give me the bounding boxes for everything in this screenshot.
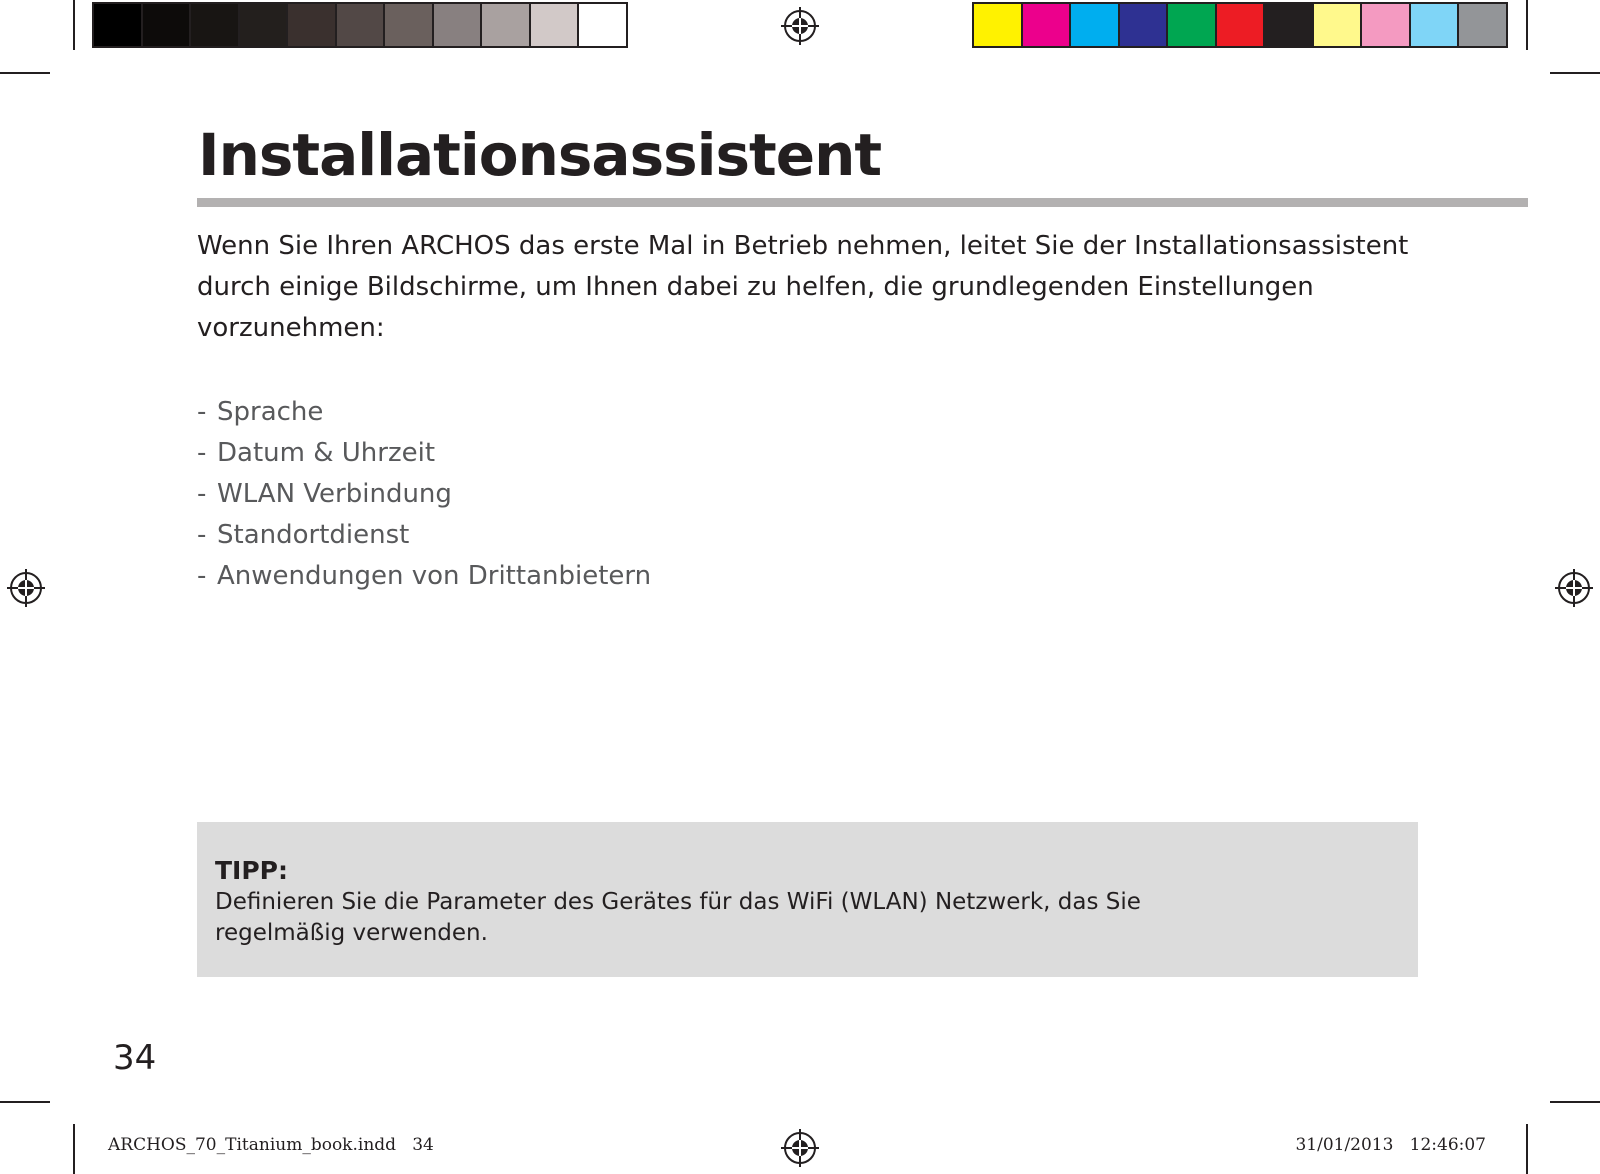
page-number: 34 bbox=[113, 1038, 157, 1078]
registration-mark-icon bbox=[781, 7, 819, 45]
tip-box bbox=[197, 822, 1418, 977]
crop-mark-top-right-vertical bbox=[1526, 0, 1528, 50]
list-item: - Anwendungen von Drittanbietern bbox=[197, 556, 651, 597]
color-swatch bbox=[1023, 4, 1072, 46]
color-swatch bbox=[1265, 4, 1314, 46]
crop-mark-bottom-left-horizontal bbox=[0, 1101, 50, 1103]
page-title: Installationsassistent bbox=[198, 121, 882, 189]
color-swatch bbox=[1168, 4, 1217, 46]
intro-paragraph: Wenn Sie Ihren ARCHOS das erste Mal in Betrieb nehmen, leitet Sie der Installationsassistent durch einige Bildschirme, um Ihnen dabei zu helfen, die grundlegenden Einstellungen vorzunehmen: bbox=[197, 231, 1409, 343]
crop-mark-bottom-right-vertical bbox=[1526, 1124, 1528, 1174]
gray-swatch bbox=[531, 4, 580, 46]
color-swatch bbox=[1314, 4, 1363, 46]
grayscale-color-bar bbox=[92, 2, 628, 48]
setup-steps-list bbox=[197, 392, 651, 597]
color-swatch bbox=[1411, 4, 1460, 46]
list-item: - Sprache bbox=[197, 392, 651, 433]
gray-swatch bbox=[191, 4, 240, 46]
gray-swatch bbox=[434, 4, 483, 46]
gray-swatch bbox=[579, 4, 626, 46]
color-swatch bbox=[1120, 4, 1169, 46]
tip-heading: TIPP: bbox=[215, 856, 288, 885]
title-underline-rule bbox=[197, 198, 1528, 207]
color-swatch bbox=[1362, 4, 1411, 46]
color-swatch bbox=[1459, 4, 1506, 46]
color-swatch bbox=[1071, 4, 1120, 46]
gray-swatch bbox=[240, 4, 289, 46]
slug-file-name: ARCHOS_70_Titanium_book.indd 34 bbox=[108, 1135, 434, 1155]
registration-mark-icon bbox=[7, 569, 45, 607]
gray-swatch bbox=[337, 4, 386, 46]
gray-swatch bbox=[94, 4, 143, 46]
gray-swatch bbox=[385, 4, 434, 46]
crop-mark-bottom-right-horizontal bbox=[1550, 1101, 1600, 1103]
list-item: - Datum & Uhrzeit bbox=[197, 433, 651, 474]
process-color-bar bbox=[972, 2, 1508, 48]
tip-text: Definieren Sie die Parameter des Gerätes für das WiFi (WLAN) Netzwerk, das Sie regelmäßig verwenden. bbox=[215, 889, 1141, 946]
gray-swatch bbox=[288, 4, 337, 46]
gray-swatch bbox=[482, 4, 531, 46]
crop-mark-top-right-horizontal bbox=[1550, 72, 1600, 74]
registration-mark-icon bbox=[1555, 569, 1593, 607]
crop-mark-top-left-horizontal bbox=[0, 72, 50, 74]
slug-timestamp: 31/01/2013 12:46:07 bbox=[1295, 1135, 1486, 1155]
color-swatch bbox=[974, 4, 1023, 46]
crop-mark-top-left-vertical bbox=[73, 0, 75, 50]
crop-mark-bottom-left-vertical bbox=[73, 1124, 75, 1174]
list-item: - Standortdienst bbox=[197, 515, 651, 556]
list-item: - WLAN Verbindung bbox=[197, 474, 651, 515]
color-swatch bbox=[1217, 4, 1266, 46]
gray-swatch bbox=[143, 4, 192, 46]
registration-mark-icon bbox=[781, 1129, 819, 1167]
